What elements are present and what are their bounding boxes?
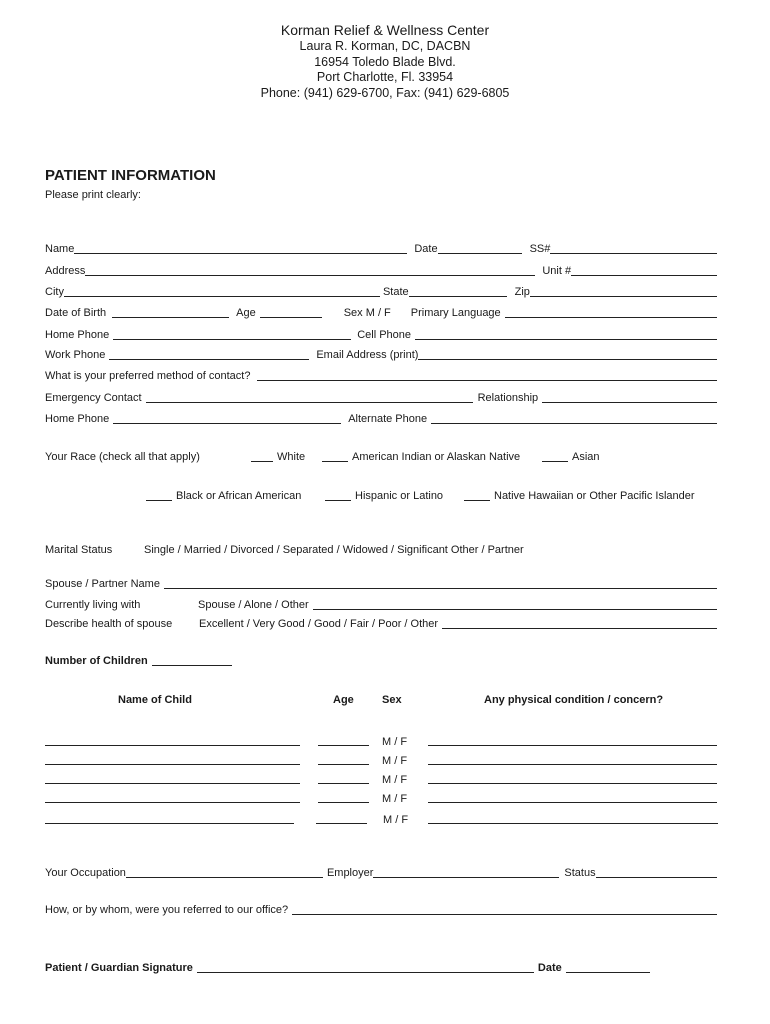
signature-date-line[interactable]: [566, 962, 650, 973]
child-condition-line[interactable]: [428, 773, 717, 784]
status-label: Status: [564, 867, 596, 879]
spouse-name-label: Spouse / Partner Name: [45, 578, 160, 590]
child-condition-line[interactable]: [428, 792, 717, 803]
contact-method-line[interactable]: [257, 370, 717, 381]
work-phone-label: Work Phone: [45, 349, 106, 361]
row-city: [45, 285, 717, 299]
child-age-line[interactable]: [318, 735, 369, 746]
race-native-hawaiian-label: Native Hawaiian or Other Pacific Islander: [494, 490, 695, 502]
row-address: [45, 264, 717, 278]
col-sex: Sex: [382, 694, 402, 706]
contact-method-label: What is your preferred method of contact?: [45, 370, 251, 382]
city-line[interactable]: [64, 286, 380, 297]
col-name-of-child: Name of Child: [118, 694, 192, 706]
race-option-native-hawaiian[interactable]: [464, 490, 695, 503]
child-sex-options[interactable]: M / F: [383, 814, 409, 826]
dob-line[interactable]: [112, 307, 229, 318]
row-emergency: [45, 391, 717, 405]
state-line[interactable]: [409, 286, 507, 297]
race-option-hispanic[interactable]: [325, 490, 443, 503]
page-subtitle: Please print clearly:: [45, 189, 141, 201]
child-name-line[interactable]: [45, 813, 294, 824]
table-row: [45, 791, 717, 805]
row-home-phone: [45, 328, 717, 342]
employer-label: Employer: [326, 867, 374, 879]
signature-line[interactable]: [197, 962, 534, 973]
referral-label: How, or by whom, were you referred to our office?: [45, 904, 289, 916]
child-age-line[interactable]: [316, 813, 367, 824]
living-with-label: Currently living with: [45, 599, 141, 611]
row-alt-phone: [45, 412, 717, 426]
race-american-indian-label: American Indian or Alaskan Native: [352, 451, 521, 463]
row-spouse-health: [45, 617, 717, 631]
child-sex-options[interactable]: M / F: [382, 736, 408, 748]
city-address: Port Charlotte, Fl. 33954: [316, 70, 454, 84]
status-line[interactable]: [596, 867, 717, 878]
work-phone-line[interactable]: [109, 349, 309, 360]
age-line[interactable]: [260, 307, 322, 318]
living-with-other-line[interactable]: [313, 599, 717, 610]
child-sex-options[interactable]: M / F: [382, 793, 408, 805]
emergency-contact-line[interactable]: [146, 392, 473, 403]
number-of-children-line[interactable]: [152, 655, 232, 666]
cell-phone-line[interactable]: [415, 329, 717, 340]
dob-label: Date of Birth: [45, 307, 107, 319]
race-asian-label: Asian: [572, 451, 600, 463]
child-name-line[interactable]: [45, 754, 300, 765]
date-line[interactable]: [438, 243, 522, 254]
page-title: PATIENT INFORMATION: [45, 167, 216, 184]
table-row: [45, 812, 717, 826]
child-name-line[interactable]: [45, 792, 300, 803]
signature-label: Patient / Guardian Signature: [45, 962, 193, 974]
table-row: [45, 772, 717, 786]
child-age-line[interactable]: [318, 792, 369, 803]
state-label: State: [382, 286, 409, 298]
child-name-line[interactable]: [45, 735, 300, 746]
emergency-contact-label: Emergency Contact: [45, 392, 142, 404]
race-white-label: White: [277, 451, 306, 463]
race-option-black[interactable]: [146, 490, 301, 503]
address-line[interactable]: [85, 265, 535, 276]
row-referral: [45, 903, 717, 917]
race-option-white[interactable]: [251, 451, 305, 464]
phone-fax: Phone: (941) 629-6700, Fax: (941) 629-6805: [260, 85, 510, 100]
relationship-line[interactable]: [542, 392, 717, 403]
city-label: City: [45, 286, 64, 298]
child-condition-line[interactable]: [428, 735, 717, 746]
race-hispanic-label: Hispanic or Latino: [355, 490, 444, 502]
child-age-line[interactable]: [318, 773, 369, 784]
table-row: [45, 753, 717, 767]
child-name-line[interactable]: [45, 773, 300, 784]
occupation-label: Your Occupation: [45, 867, 126, 879]
name-line[interactable]: [74, 243, 407, 254]
street-address: 16954 Toledo Blade Blvd.: [314, 54, 456, 69]
col-age: Age: [333, 694, 354, 706]
child-age-line[interactable]: [318, 754, 369, 765]
org-name: Korman Relief & Wellness Center: [280, 22, 490, 38]
marital-status-options[interactable]: Single / Married / Divorced / Separated / Widowed / Significant Other / Partner: [144, 544, 524, 556]
living-with-options[interactable]: Spouse / Alone / Other: [198, 599, 309, 611]
race-american-indian-checkline[interactable]: [322, 451, 348, 462]
row-name: [45, 242, 717, 256]
primary-language-line[interactable]: [505, 307, 717, 318]
race-option-american-indian[interactable]: [322, 451, 520, 464]
child-condition-line[interactable]: [428, 813, 718, 824]
row-work-phone: [45, 348, 717, 362]
name-label: Name: [45, 243, 75, 255]
unit-line[interactable]: [571, 265, 717, 276]
spouse-name-line[interactable]: [164, 578, 717, 589]
relationship-label: Relationship: [477, 392, 539, 404]
row-spouse-name: [45, 577, 717, 591]
spouse-health-options[interactable]: Excellent / Very Good / Good / Fair / Poor / Other: [199, 618, 439, 630]
col-condition: Any physical condition / concern?: [484, 694, 664, 706]
race-option-asian[interactable]: [542, 451, 600, 464]
row-number-of-children: [45, 654, 245, 668]
home-phone-line[interactable]: [113, 329, 351, 340]
child-sex-options[interactable]: M / F: [382, 774, 408, 786]
child-condition-line[interactable]: [428, 754, 717, 765]
race-asian-checkline[interactable]: [542, 451, 568, 462]
race-black-label: Black or African American: [176, 490, 302, 502]
age-label: Age: [236, 307, 256, 319]
home-phone-label: Home Phone: [45, 329, 110, 341]
referral-line[interactable]: [292, 904, 717, 915]
email-label: Email Address (print): [316, 349, 419, 361]
zip-line[interactable]: [530, 286, 717, 297]
row-occupation: [45, 866, 717, 880]
marital-status-label: Marital Status: [45, 544, 113, 556]
signature-date-label: Date: [537, 962, 562, 974]
emergency-home-phone-label: Home Phone: [45, 413, 110, 425]
spouse-health-other-line[interactable]: [442, 618, 717, 629]
zip-label: Zip: [514, 286, 530, 298]
row-contact-method: [45, 369, 717, 383]
doctor-name: Laura R. Korman, DC, DACBN: [299, 39, 471, 53]
race-native-hawaiian-checkline[interactable]: [464, 490, 490, 501]
table-row: [45, 734, 717, 748]
date-label: Date: [414, 243, 438, 255]
ss-label: SS#: [529, 243, 551, 255]
child-sex-options[interactable]: M / F: [382, 755, 408, 767]
emergency-home-phone-line[interactable]: [113, 413, 341, 424]
spouse-health-label: Describe health of spouse: [45, 618, 173, 630]
primary-language-label: Primary Language: [410, 307, 501, 319]
race-black-checkline[interactable]: [146, 490, 172, 501]
alternate-phone-line[interactable]: [431, 413, 717, 424]
sex-options[interactable]: Sex M / F: [343, 307, 391, 319]
race-label: Your Race (check all that apply): [45, 451, 200, 463]
cell-phone-label: Cell Phone: [357, 329, 412, 341]
email-line[interactable]: [418, 349, 717, 360]
row-dob: [45, 306, 717, 320]
number-of-children-label: Number of Children: [45, 655, 148, 667]
letterhead: [0, 22, 770, 101]
unit-label: Unit #: [542, 265, 572, 277]
ss-line[interactable]: [550, 243, 717, 254]
row-living-with: [45, 598, 717, 612]
occupation-line[interactable]: [126, 867, 323, 878]
race-hispanic-checkline[interactable]: [325, 490, 351, 501]
address-label: Address: [45, 265, 86, 277]
row-signature: [45, 961, 650, 975]
race-white-checkline[interactable]: [251, 451, 273, 462]
alternate-phone-label: Alternate Phone: [348, 413, 428, 425]
employer-line[interactable]: [373, 867, 559, 878]
